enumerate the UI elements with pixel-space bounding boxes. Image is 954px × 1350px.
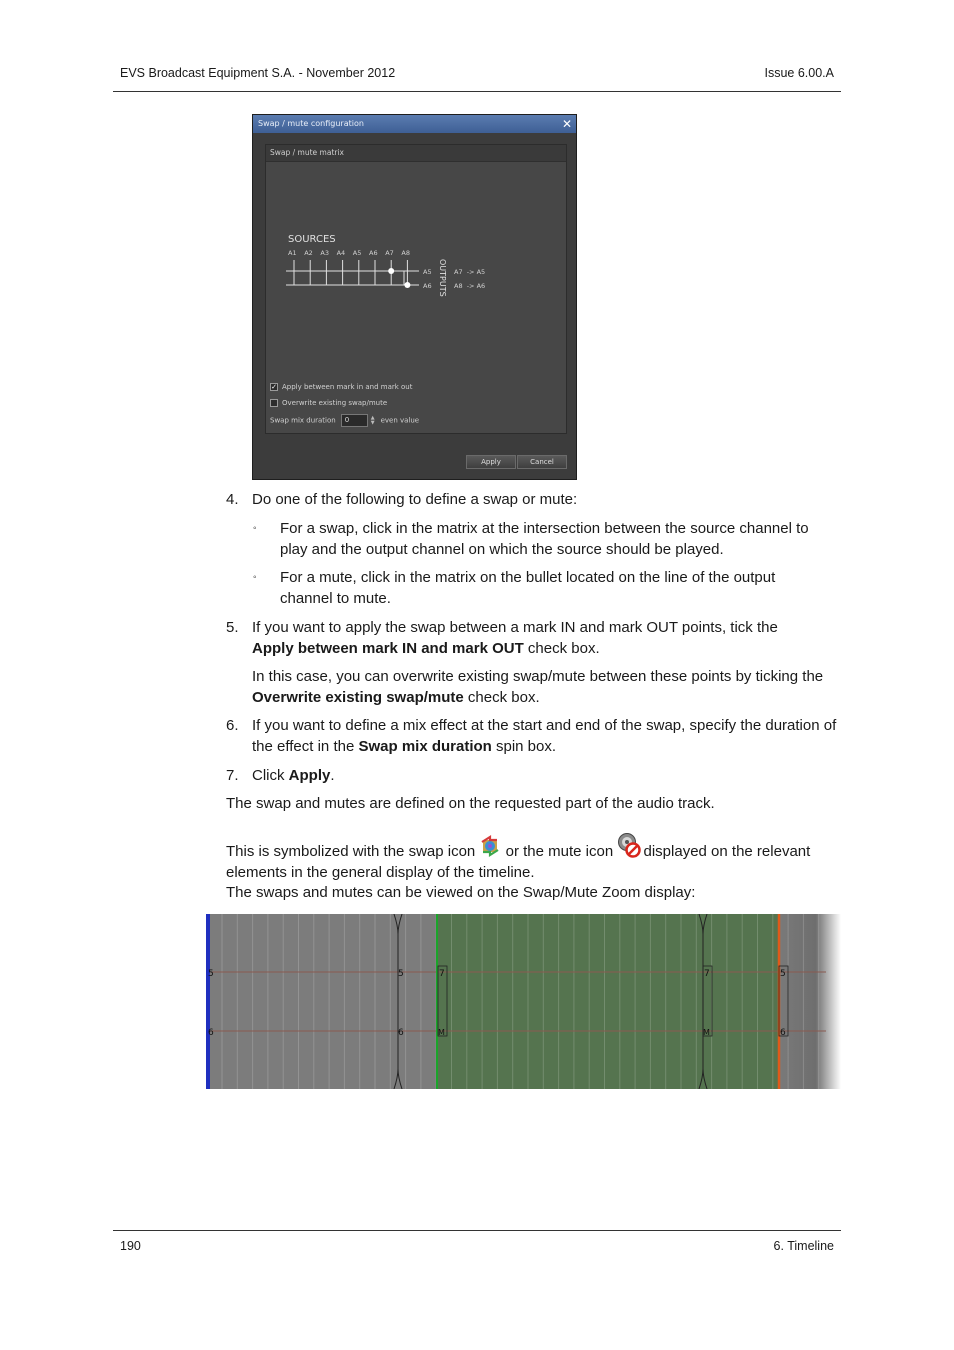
source-labels: [288, 249, 410, 257]
step-note: [252, 667, 840, 708]
overwrite-option[interactable]: [270, 399, 387, 407]
page-number: 190: [120, 1239, 141, 1253]
header-left: EVS Broadcast Equipment S.A. - November 2012: [120, 66, 396, 80]
step-number: 6.: [226, 717, 239, 734]
mute-icon: [617, 832, 639, 856]
overwrite-checkbox[interactable]: [270, 399, 278, 407]
swap-mix-label: Swap mix duration: [270, 416, 336, 425]
zoom-label-6-left: 6: [208, 1028, 214, 1038]
dialog-title: Swap / mute configuration: [258, 119, 364, 128]
zoom-label-5-left: 5: [208, 969, 214, 979]
paragraph: The swap and mutes are defined on the requested part of the audio track.: [226, 795, 715, 812]
step-number: 4.: [226, 491, 239, 508]
output-label-a6: A6: [423, 282, 432, 290]
ui-term: Swap mix duration: [358, 737, 492, 755]
outputs-label: OUTPUTS: [438, 259, 447, 297]
bullet-text: For a swap, click in the matrix at the intersection between the source channel to play and the output channel on which the source should be played.: [280, 520, 809, 558]
ui-term: Overwrite existing swap/mute: [252, 688, 464, 706]
apply-between-checkbox[interactable]: ✓: [271, 383, 277, 391]
bullet: ◦: [253, 523, 257, 534]
source-label-a3: A3: [320, 249, 329, 257]
source-label-a5: A5: [352, 249, 362, 257]
matrix-panel-title: Swap / mute matrix: [266, 145, 566, 162]
bullet: ◦: [253, 572, 257, 583]
matrix-panel: [265, 144, 567, 434]
apply-between-label: Apply between mark in and mark out: [282, 383, 413, 391]
paragraph-part: displayed on the relevant elements in the general display of the timeline.: [226, 843, 811, 881]
cancel-button[interactable]: Cancel: [517, 455, 567, 469]
step-text-part: check box.: [463, 688, 540, 706]
zoom-label-m-end: M: [703, 1028, 710, 1037]
step-text: [252, 618, 840, 659]
paragraph-part: or the mute icon: [501, 843, 618, 860]
step-text: [252, 716, 842, 757]
step-text: [252, 766, 832, 787]
gray-region-right: [778, 914, 841, 1089]
source-label-a2: A2: [304, 249, 313, 257]
zoom-label-5-mark: 5: [398, 969, 404, 979]
step-text-part: In this case, you can overwrite existing swap/mute between these points by ticking the: [252, 668, 824, 685]
zoom-label-m-start: M: [438, 1028, 445, 1037]
swap-mute-zoom-display[interactable]: [206, 914, 841, 1089]
step-text-part: spin box.: [491, 737, 557, 755]
zoom-label-6-right: 6: [780, 1028, 786, 1038]
matrix-swap-point: [404, 282, 410, 288]
apply-button[interactable]: Apply: [466, 455, 516, 469]
source-label-a6: A6: [369, 249, 378, 257]
gray-region-left: [206, 914, 438, 1089]
mark-in-line: [206, 914, 210, 1089]
mapping-a7-a5: A7 -> A5: [454, 268, 486, 276]
step-number: 5.: [226, 619, 239, 636]
matrix-grid: [286, 260, 419, 288]
step-text-part: .: [330, 767, 335, 784]
output-label-a5: A5: [423, 268, 432, 276]
page-header: [113, 66, 841, 92]
step-text-part: If you want to apply the swap between a mark IN and mark OUT points, tick the: [252, 619, 778, 636]
header-right: Issue 6.00.A: [764, 66, 834, 80]
source-label-a1: A1: [288, 249, 297, 257]
even-value-label: even value: [380, 416, 420, 425]
section-name: 6. Timeline: [773, 1239, 834, 1253]
ui-term: Apply: [288, 767, 331, 784]
spin-arrows-icon[interactable]: ▲ ▼: [370, 414, 375, 426]
swap-mix-stepper[interactable]: 0: [341, 414, 368, 427]
step-text: Do one of the following to define a swap or mute:: [252, 491, 578, 508]
zoom-label-7-end: 7: [704, 969, 710, 979]
step-text-part: Click: [252, 767, 289, 784]
step-text-part: check box.: [523, 639, 600, 657]
close-icon[interactable]: ✕: [561, 117, 572, 131]
zoom-label-5-right: 5: [780, 969, 786, 979]
paragraph: The swaps and mutes can be viewed on the Swap/Mute Zoom display:: [226, 884, 696, 901]
swap-mix-row: [270, 414, 419, 427]
zoom-label-7-start: 7: [439, 969, 445, 979]
paragraph-part: This is symbolized with the swap icon: [226, 843, 480, 860]
ui-term: Apply between mark IN and mark OUT: [252, 639, 524, 657]
step-text-part: If you want to define a mix effect at the start and end of the swap, specify the duration of the effect in the: [252, 717, 837, 755]
apply-between-option[interactable]: [270, 383, 412, 391]
mapping-a8-a6: A8 -> A6: [454, 282, 486, 290]
paragraph: [226, 832, 840, 883]
source-label-a4: A4: [336, 249, 346, 257]
bullet-text: For a mute, click in the matrix on the bullet located on the line of the output channel to mute.: [280, 569, 776, 607]
source-label-a8: A8: [401, 249, 410, 257]
step-number: 7.: [226, 767, 239, 784]
swap-icon: [479, 834, 501, 858]
swap-mute-dialog: [252, 114, 577, 480]
sources-label: SOURCES: [288, 234, 336, 245]
zoom-label-6-mark: 6: [398, 1028, 404, 1038]
dialog-titlebar: [253, 115, 576, 133]
source-label-a7: A7: [385, 249, 394, 257]
overwrite-label: Overwrite existing swap/mute: [282, 399, 388, 407]
page-footer: [113, 1230, 841, 1253]
matrix-swap-point: [388, 268, 394, 274]
